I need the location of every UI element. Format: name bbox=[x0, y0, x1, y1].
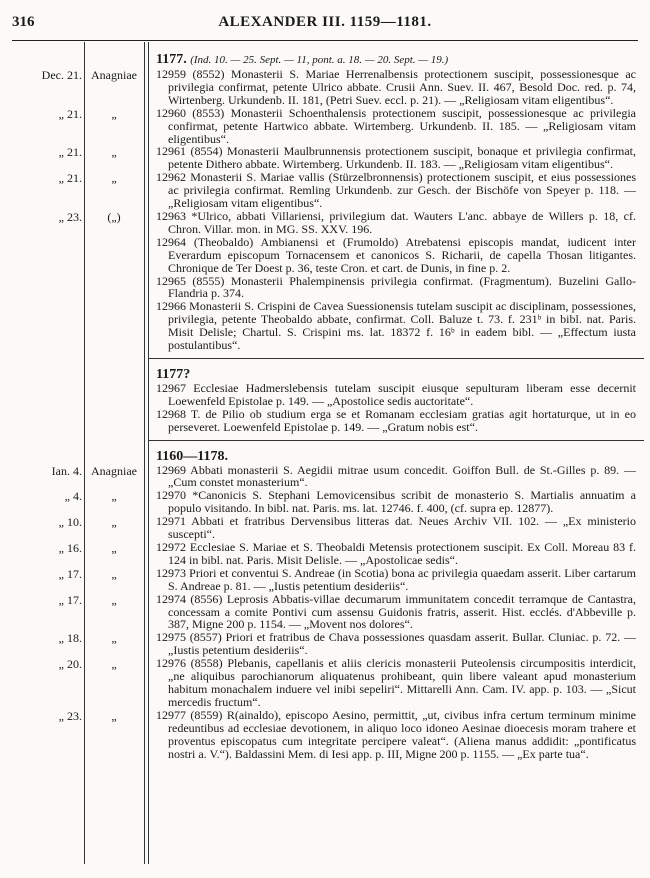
register-entry: 12975 (8557) Priori et fratribus de Chava possessiones quasdam asserit. Bullar. Cluniac. p. 72. — „Iustis petentium desideriis“. bbox=[156, 630, 636, 658]
entry-date: „ 17. bbox=[58, 567, 82, 581]
register-entry: 12971 Abbati et fratribus Dervensibus litteras dat. Neues Archiv VII. 102. — „Ex ministerio suscepti“. bbox=[156, 514, 636, 542]
register-entry: 12965 (8555) Monasterii Phalempinensis privilegia confirmat. (Fragmentum). Buzelini Gallo-Flandria p. 374. bbox=[156, 273, 636, 301]
register-entry: 12970 *Canonicis S. Stephani Lemovicensibus scribit de monasterio S. Martialis annuatim a populo visitando. In bibl. nat. Paris. ms. lat. 12746. f. 400, (cf. supra ep. 12877). bbox=[156, 488, 636, 516]
entry-date: Dec. 21. bbox=[41, 68, 82, 82]
register-body bbox=[156, 52, 636, 760]
section-separator bbox=[148, 440, 644, 441]
section-year: 1160—1178. bbox=[156, 448, 228, 464]
entry-place: „ bbox=[111, 631, 117, 645]
section-heading bbox=[156, 52, 636, 68]
entry-date: „ 17. bbox=[58, 593, 82, 607]
column-rule-place bbox=[144, 42, 145, 864]
section-separator bbox=[148, 358, 644, 359]
register-entry: 12977 (8559) R(ainaldo), episcopo Aesino, permittit, „ut, civibus infra certum terminum minime redeuntibus ad ecclesiae devotionem, in aliquo loco idoneo Aesinae dioecesis moram trahere et proventus episcopatus cum integritate percipere valeat“. (Aliena manus addidit: „pontificatus nostri a. V.“). Baldassini Mem. di Iesi app. p. III, Migne 200 p. 1155. — „Ex parte tua“. bbox=[156, 707, 636, 761]
entry-place: „ bbox=[111, 657, 117, 671]
entry-date: Ian. 4. bbox=[51, 464, 82, 478]
entry-place: „ bbox=[111, 145, 117, 159]
entry-date: „ 21. bbox=[58, 145, 82, 159]
entry-place: Anagniae bbox=[91, 68, 137, 82]
entry-date: „ 16. bbox=[58, 541, 82, 555]
section-heading bbox=[156, 367, 636, 382]
page-number: 316 bbox=[12, 14, 35, 30]
register-entry: 12972 Ecclesiae S. Mariae et S. Theobaldi Metensis protectionem suscipit. Ex Coll. Moreau 83 f. 124 in bibl. nat. Paris. Misit Delisle. — „Apostolicae sedis“. bbox=[156, 540, 636, 567]
entry-place: „ bbox=[111, 709, 117, 723]
entry-date: „ 23. bbox=[58, 210, 82, 224]
section-heading bbox=[156, 449, 636, 464]
entry-place: „ bbox=[111, 541, 117, 555]
entry-date: „ 21. bbox=[58, 107, 82, 121]
entry-place: („) bbox=[107, 210, 121, 224]
register-entry: 12962 Monasterii S. Mariae vallis (Stürzelbronnensis) protectionem suscipit, et eius possessiones ac privilegia confirmat. Remling Urkundenb. zur Gesch. der Bischöfe von Speyer p. 118. — „Religiosam vitam eligentibus“. bbox=[156, 170, 636, 211]
register-entry: 12961 (8554) Monasterii Maulbrunnensis protectionem suscipit, bonaque et privilegia confirmat, petente Dithero abbate. Wirtemberg. Urkundenb. II. 183. — „Religiosam vitam eligentibus“. bbox=[156, 144, 636, 172]
column-rule-date bbox=[84, 42, 85, 864]
register-entry: 12960 (8553) Monasterii Schoenthalensis protectionem suscipit, possessionesque ac privilegia confirmat, petente Hartwico abbate. Wirtemberg. Urkundenb. II. 185. — „Religiosam vitam eligentibus“. bbox=[156, 105, 636, 146]
header-rule bbox=[12, 40, 638, 41]
entry-place: „ bbox=[111, 567, 117, 581]
entry-date: „ 20. bbox=[58, 657, 82, 671]
register-entry: 12959 (8552) Monasterii S. Mariae Herrenalbensis protectionem suscipit, possessionesque ac privilegia confirmat, petente Ulrico abbate. Crusii Ann. Suev. II. 467, Besold Doc. red. p. 74, Wirtenberg. Urkundenb. II. 181, (Petri Suev. eccl. p. 21). — „Religiosam vitam eligentibus“. bbox=[156, 67, 636, 107]
column-rule-place-double bbox=[148, 42, 149, 864]
entry-place: „ bbox=[111, 593, 117, 607]
register-entry: 12964 (Theobaldo) Ambianensi et (Frumoldo) Atrebatensi episcopis mandat, iudicent inter Everardum episcopum Tornacensem et canonicos S. Richarii, de capella Thosan litigantes. Chronique de Ter Doest p. 36, teste Cron. et cart. de Dunis, in fine p. 2. bbox=[156, 234, 636, 275]
entry-date: „ 4. bbox=[64, 489, 82, 503]
register-entry: 12968 T. de Pilio ob studium erga se et Romanam ecclesiam gratias agit hortaturque, ut in eo perseveret. Loewenfeld Epistolae p. 149. — „Gratum nobis est“. bbox=[156, 406, 636, 434]
register-entry: 12969 Abbati monasterii S. Aegidii mitrae usum concedit. Goiffon Bull. de St.-Gilles p. 89. — „Cum constet monasterium“. bbox=[156, 462, 636, 490]
register-entry: 12967 Ecclesiae Hadmerslebensis tutelam suscipit eiusque sepulturam liberam esse decernit Loewenfeld Epistolae p. 149. — „Apostolice sedis auctoritate“. bbox=[156, 380, 636, 408]
entry-place: Anagniae bbox=[91, 464, 137, 478]
entry-date: „ 21. bbox=[58, 171, 82, 185]
register-entry: 12966 Monasterii S. Crispini de Cavea Suessionensis tutelam suscipit ac disciplinam, possessiones, privilegia, petente Theobaldo abbate, confirmat. Coll. Baluze t. 73. f. 231ᵇ in bibl. nat. Paris. Misit Delisle; Chartul. S. Crispini ms. lat. 18372 f. 16ᵇ in eadem bibl. — „Effectum iusta postulantibus“. bbox=[156, 299, 636, 353]
entry-place: „ bbox=[111, 171, 117, 185]
page-header bbox=[12, 10, 638, 34]
section-indiction: (Ind. 10. — 25. Sept. — 11, pont. a. 18. — 20. Sept. — 19.) bbox=[190, 54, 449, 66]
entry-place: „ bbox=[111, 515, 117, 529]
entry-place: „ bbox=[111, 489, 117, 503]
entry-place: „ bbox=[111, 107, 117, 121]
section-year: 1177. bbox=[156, 52, 187, 67]
entry-date: „ 18. bbox=[58, 631, 82, 645]
running-title: ALEXANDER III. 1159—1181. bbox=[218, 14, 432, 30]
section-year: 1177? bbox=[156, 366, 191, 382]
register-entry: 12976 (8558) Plebanis, capellanis et aliis clericis monasterii Puteolensis circumpositis interdicit, „ne aliquibus parochianorum aliquatenus prohibeant, quin libere valeant apud monasterium habitum monachalem induere vel inibi sepeliri“. Mittarelli Ann. Cam. IV. app. p. 103. — „Sicut mercedis fructum“. bbox=[156, 656, 636, 709]
register-entry: 12974 (8556) Leprosis Abbatis-villae decumarum immunitatem concedit terramque de Cantastra, concessam a comite Pontivi cum assensu Guidonis fratris, asserit. Hist. ecclés. d'Abbeville p. 387, Migne 200 p. 1154. — „Movent nos dolores“. bbox=[156, 591, 636, 632]
entry-date: „ 23. bbox=[58, 709, 82, 723]
entry-date: „ 10. bbox=[58, 515, 82, 529]
register-entry: 12973 Priori et conventui S. Andreae (in Scotia) bona ac privilegia quaedam asserit. Liber cartarum S. Andreae p. 81. — „Iustis petentium desideriis“. bbox=[156, 565, 636, 593]
register-entry: 12963 *Ulrico, abbati Villariensi, privilegium dat. Wauters L'anc. abbaye de Willers p. 18, cf. Chron. Villar. mon. in MG. SS. XXV. 196. bbox=[156, 208, 636, 236]
